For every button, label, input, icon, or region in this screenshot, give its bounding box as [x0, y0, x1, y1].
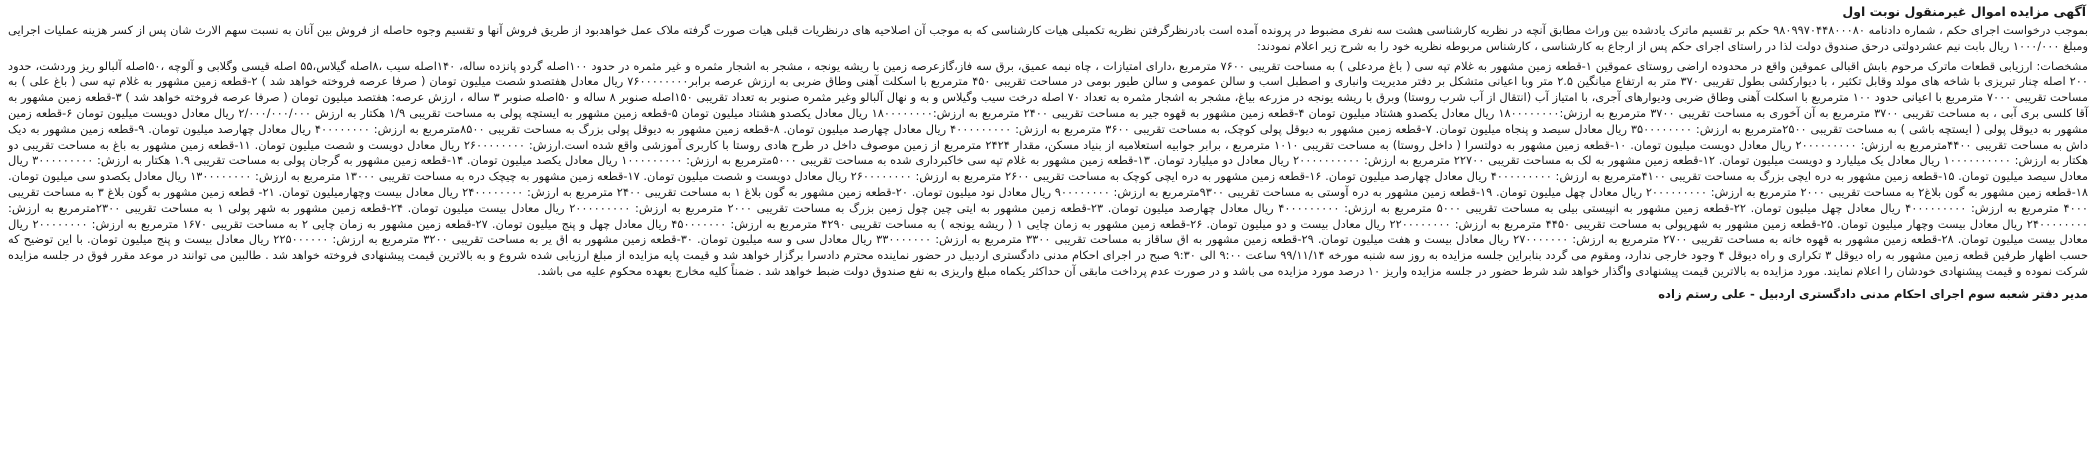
notice-intro: بموجب درخواست اجرای حکم ، شماره دادنامه ۹۸۰۹۹۷۰۴۴۸۰۰۰۸۰ حکم بر تقسیم ماترک یادشده بین وراث مطابق آنچه در نظریه کارشناسی هشت سه نفری مضبوط در پرونده آمده است بادرنظرگرفتن نظریه تکمیلی هیات کارشناسی که به موجب آن اصلاحیه های درنظریات قبلی هیات صورت گرفته ملاک عمل خواهدبود از طریق فروش آنها و تقسیم وجوه حاصله از فروش بین آنان به نسبت سهم الارث شان پس از کسر هزینه عملیات اجرایی ومبلغ ۱۰۰۰/۰۰۰ ریال بابت نیم عشردولتی درحق صندوق دولت لذا در راستای اجرای حکم پس از ارجاع به کارشناسی ، کارشناس مربوطه نظریه خود را به شرح زیر اعلام نمودند: [8, 23, 2088, 53]
notice-body: مشخصات: ارزیابی قطعات ماترک مرحوم بابش اقبالی عموقین واقع در محدوده اراضی روستای عموقین ۱-قطعه زمین مشهور به غلام تپه سی ( باغ مردعلی ) به مساحت تقریبی ۷۶۰۰ مترمربع ،دارای امتیازات ، چاه نیمه عمیق، برق سه فاز،گازعرصه زمین با ریشه یونجه ، مشجر به اشجار مثمره و غیر مثمره در حدود ۱۰۰اصله گردو پانزده ساله، ۱۴۰اصله سیب ،۸اصله گیلاس،۵۵ اصله قیسی وگلابی و آلوچه ،۵۰اصله آلبالو ریز وردشت، حدود ۲۰۰ اصله چنار تبریزی با شاخه های مولد وقابل تکثیر ، با دیوارکشی بطول تقریبی ۳۷۰ متر به ارتفاع میانگین ۲.۵ متر وبا اعیانی متشکل بر دفتر مدیریت وانباری و اصطبل اسب و سالن عمومی و سالن طیور بومی در مساحت تقریبی ۴۵۰ مترمربع با اسکلت آهنی وطاق ضربی به ارزش عرصه برابر۷۶۰۰۰۰۰۰۰۰ ریال معادل هفتصدو شصت میلیون تومان ( صرفا عرصه فروخته خواهد شد ) ۲-قطعه زمین مشهور به غلام تپه سی ( باغ علی ) به مساحت تقریبی ۷۰۰۰ مترمربع با اعیانی حدود ۱۰۰ مترمربع با اسکلت آهنی وطاق ضربی ودیوارهای آجری، با امتیاز آب (انتقال از آب شرب روستا) وبرق با ریشه یونجه در مزرعه بیاغ، مشجر به اشجار مثمره به تعداد ۷۰ اصله درخت سیب وگیلاس و به و نهال آلبالو وغیر مثمره صنوبر به تعداد تقریبی ۱۵۰اصله صنوبر ۸ ساله و ۵۰اصله صنوبر ۳ ساله ، ارزش عرصه: هفتصد میلیون تومان ( صرفا عرصه فروخته خواهد شد ) ۳-قطعه زمین مشهور به آقا کلسی بری آبی ، به مساحت تقریبی ۳۷۰۰ مترمربع به آن آخوری به مساحت تقریبی ۳۷۰۰ مترمربع به ارزش:۱۸۰۰۰۰۰۰۰۰ ریال معادل یکصدو هشتاد میلیون تومان ۴-قطعه زمین مشهور به قهوه جیر به مساحت تقریبی ۲۴۰۰ مترمربع به ارزش:۱۸۰۰۰۰۰۰۰۰ ریال معادل یکصدو هشتاد میلیون تومان ۵-قطعه زمین مشهور به ایستچه پولی به مساحت تقریبی ۱/۹ هکتار به ارزش ۲/۰۰۰/۰۰۰/۰۰۰ ریال معادل دویست میلیون تومان ۶-قطعه زمین مشهور به دیوقل پولی ( ایستچه باشی ) به مساحت تقریبی ۲۵۰۰مترمربع به ارزش: ۳۵۰۰۰۰۰۰۰۰ ریال معادل سیصد و پنجاه میلیون تومان. ۷-قطعه زمین مشهور به دیوقل پولی کوچک، به مساحت تقریبی ۳۶۰۰ مترمربع به ارزش: ۴۰۰۰۰۰۰۰۰۰ ریال معادل چهارصد میلیون تومان. ۸-قطعه زمین مشهور به دیوقل پولی بزرگ به مساحت تقریبی ۸۵۰۰مترمربع به ارزش: ۴۰۰۰۰۰۰۰۰ ریال معادل چهارصد میلیون تومان. ۹-قطعه زمین مشهور به دیک داش به مساحت تقریبی ۴۴۰۰مترمربع به ارزش: ۲۰۰۰۰۰۰۰۰۰ ریال معادل دویست میلیون تومان. ۱۰-قطعه زمین مشهور به دولتسرا ( داخل روستا) به مساحت تقریبی ۱۰۱۰ مترمربع ، برابر جوابیه استعلامیه از بنیاد مسکن، مقدار ۲۴۲۴ مترمربع از زمین موصوف داخل در طرح هادی روستا با کاربری آموزشی واقع شده است.ارزش: ۲۶۰۰۰۰۰۰۰۰ ریال معادل دویست و شصت میلیون تومان. ۱۱-قطعه زمین مشهور به باغ به مساحت تقریبی دو هکتار به ارزش: ۱۰۰۰۰۰۰۰۰۰۰ ریال معادل یک میلیارد و دویست میلیون تومان. ۱۲-قطعه زمین مشهور به لک به مساحت تقریبی ۲۲۷۰۰ مترمربع به ارزش: ۲۰۰۰۰۰۰۰۰۰۰ ریال معادل دو میلیارد تومان. ۱۳-قطعه زمین مشهور به غلام تپه سی خاکبرداری شده به مساحت تقریبی ۵۰۰۰مترمربع به ارزش: ۱۰۰۰۰۰۰۰۰۰ ریال معادل یکصد میلیون تومان. ۱۴-قطعه زمین مشهور به گرجان پولی به مساحت تقریبی ۱.۹ هکتار به ارزش: ۳۰۰۰۰۰۰۰۰۰ ریال معادل سیصد میلیون تومان. ۱۵-قطعه زمین مشهور به دره ایچی بزرگ به مساحت تقریبی ۴۱۰۰مترمربع به ارزش: ۴۰۰۰۰۰۰۰۰۰ ریال معادل چهارصد میلیون تومان. ۱۶-قطعه زمین مشهور به دره ایچی کوچک به مساحت تقریبی ۲۶۰۰ مترمربع به ارزش: ۲۶۰۰۰۰۰۰۰۰ ریال معادل دویست و شصت میلیون تومان. ۱۷-قطعه زمین مشهور به چیچک دره به مساحت تقریبی ۱۳۰۰۰ مترمربع به ارزش: ۱۳۰۰۰۰۰۰۰۰ ریال معادل یکصدو سی میلیون تومان. ۱۸-قطعه زمین مشهور به گون بلاغ۲ به مساحت تقریبی ۲۰۰۰ مترمربع به ارزش: ۲۰۰۰۰۰۰۰۰۰ ریال معادل چهل میلیون تومان. ۱۹-قطعه زمین مشهور به دره آوستی به مساحت تقریبی ۹۳۰۰مترمربع به ارزش: ۹۰۰۰۰۰۰۰۰ ریال معادل نود میلیون تومان. ۲۰-قطعه زمین مشهور به گون بلاغ ۱ به مساحت تقریبی ۲۴۰۰ مترمربع به ارزش: ۲۴۰۰۰۰۰۰۰۰ ریال معادل بیست وچهارمیلیون تومان. ۲۱- قطعه زمین مشهور به گون بلاغ ۳ به مساحت تقریبی ۴۰۰۰ مترمربع به ارزش: ۴۰۰۰۰۰۰۰۰۰ ریال معادل چهل میلیون تومان. ۲۲-قطعه زمین مشهور به انپیستی بیلی به مساحت تقریبی ۵۰۰۰ مترمربع به ارزش: ۴۰۰۰۰۰۰۰۰۰ ریال معادل چهارصد میلیون تومان. ۲۳-قطعه زمین مشهور به ایتی چین چول زمین بزرگ به مساحت تقریبی ۲۰۰۰ مترمربع به ارزش: ۲۰۰۰۰۰۰۰۰۰ ریال معادل بیست میلیون تومان. ۲۴-قطعه زمین مشهور به شهر پولی ۱ به مساحت تقریبی ۲۳۰۰مترمربع به ارزش: ۲۴۰۰۰۰۰۰۰۰ ریال معادل بیست وچهار میلیون تومان. ۲۵-قطعه زمین مشهور به شهرپولی به مساحت تقریبی ۴۴۵۰ مترمربع به ارزش: ۲۲۰۰۰۰۰۰۰۰ ریال معادل بیست و دو میلیون تومان. ۲۶-قطعه زمین مشهور به زمان چایی ۱ ( ریشه یونجه ) به مساحت تقریبی ۴۲۹۰ مترمربع به ارزش: ۴۵۰۰۰۰۰۰۰ ریال معادل چهل و پنج میلیون تومان. ۲۷-قطعه زمین مشهور به زمان چایی ۲ به مساحت تقریبی ۱۶۷۰ مترمربع به ارزش: ۲۰۰۰۰۰۰۰۰ ریال معادل بیست میلیون تومان. ۲۸-قطعه زمین مشهور به قهوه خانه به مساحت تقریبی ۲۷۰۰ مترمربع به ارزش: ۲۷۰۰۰۰۰۰۰ ریال معادل بیست و هفت میلیون تومان. ۲۹-قطعه زمین مشهور به اق ساقاز به مساحت تقریبی ۳۳۰۰ مترمربع به ارزش: ۳۳۰۰۰۰۰۰۰ ریال معادل سی و سه میلیون تومان. ۳۰-قطعه زمین مشهور به اق یر به مساحت تقریبی ۳۲۰۰ مترمربع به ارزش: ۲۲۵۰۰۰۰۰۰ ریال معادل بیست و پنج میلیون تومان. با این توضیح که حسب اظهار طرفین قطعه زمین مشهور به راه دیوقل ۳ تکراری و راه دیوقل ۴ وجود خارجی ندارد، ومقوم می گردد بنابراین جلسه مزایده به روز سه شنبه مورخه ۹۹/۱۱/۱۴ ساعت ۹:۰۰ الی ۹:۳۰ صبح در اجرای احکام مدنی دادگستری اردبیل در حضور نماینده محترم دادسرا برگزار خواهد شد و قیمت پایه مزایده از مبلغ ارزیابی شده شروع و به بالاترین قیمت پیشنهادی فروخته خواهد شد . طالبین می توانند در موعد مقرر فوق در جلسه مزایده شرکت نموده و قیمت پیشنهادی خودشان را اعلام نمایند. مورد مزایده به بالاترین قیمت پیشنهادی واگذار خواهد شد شرط حضور در جلسه مزایده واریز ۱۰ درصد مورد مزایده می باشد و در صورت عدم پرداخت مابقی آن حداکثر یکماه مبلغ واریزی به نفع صندوق دولت ضبط خواهد شد . ضمناً کلیه مخارج بعهده محکوم علیه می باشد. [8, 58, 2089, 278]
notice-title: آگهی مزایده اموال غیرمنقول نوبت اول [1842, 4, 2086, 19]
notice-signature: مدیر دفتر شعبه سوم اجرای احکام مدنی دادگستری اردبیل - علی رستم زاده [1658, 286, 2088, 301]
auction-notice [8, 0, 2088, 302]
